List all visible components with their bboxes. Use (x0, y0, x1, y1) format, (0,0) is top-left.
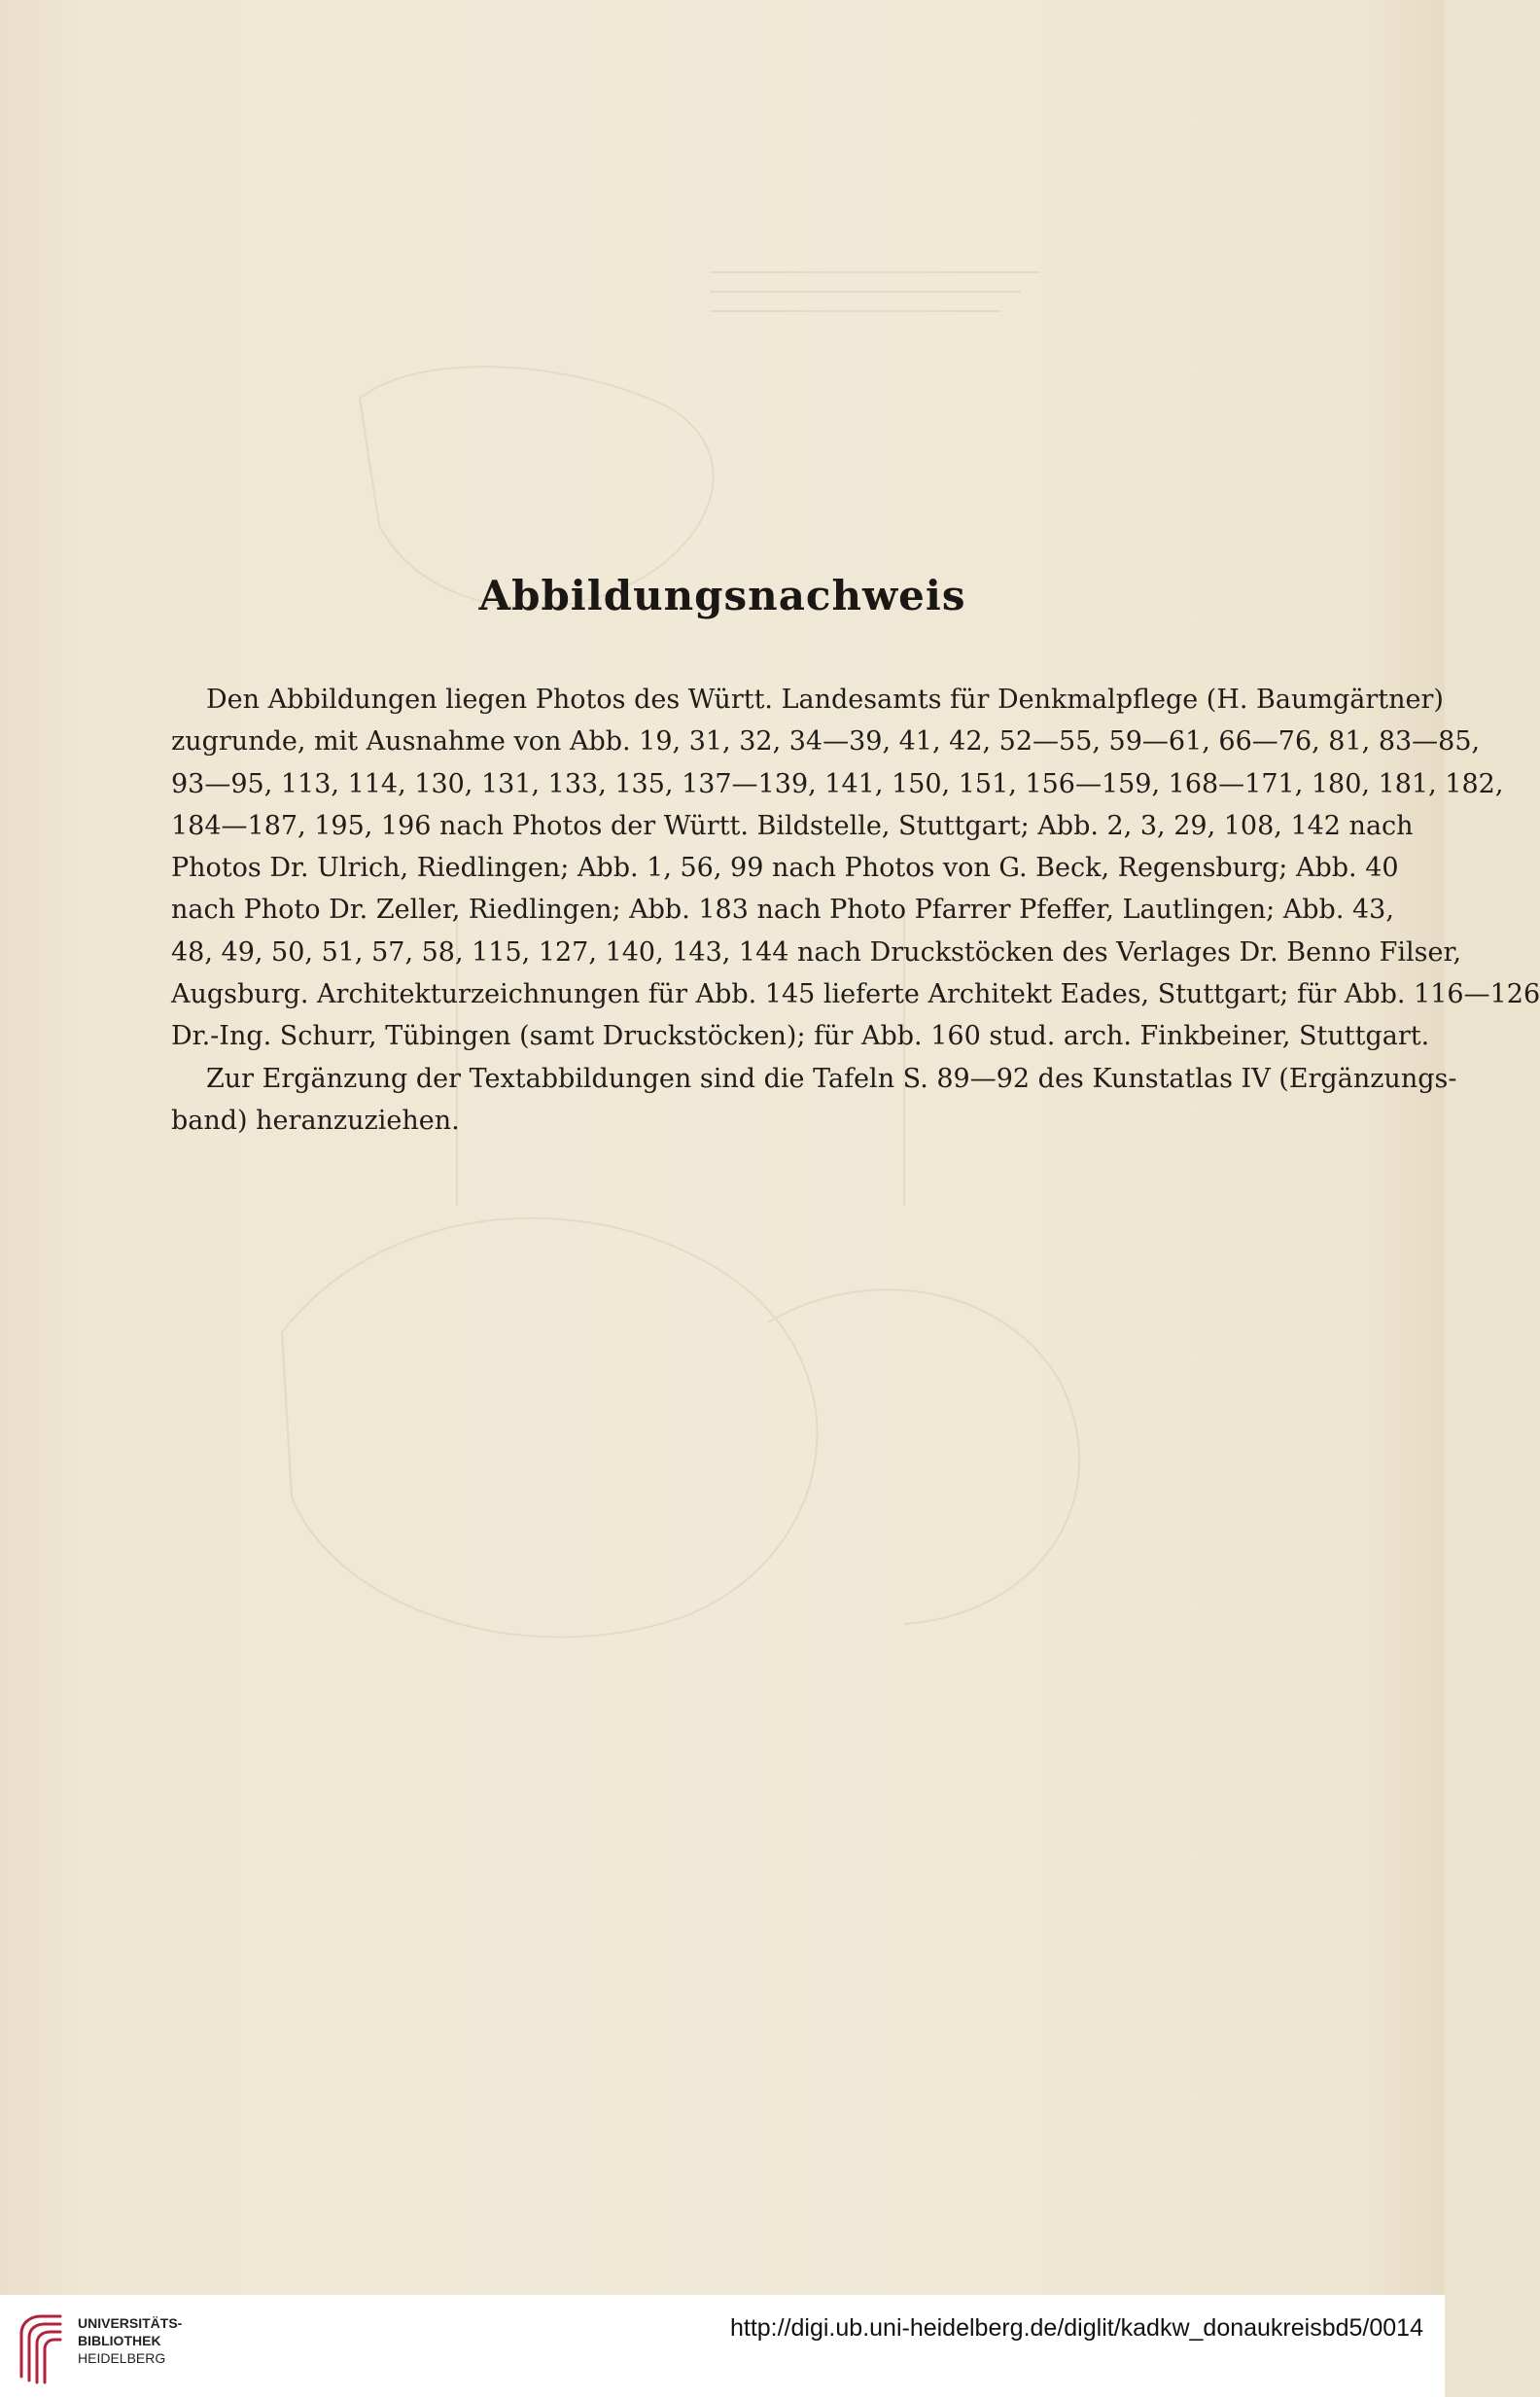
text-line: Photos Dr. Ulrich, Riedlingen; Abb. 1, 56, 99 nach Photos von G. Beck, Regensburg; Abb. 40 (171, 853, 1399, 884)
library-logo[interactable] (14, 2305, 183, 2390)
text-line: zugrunde, mit Ausnahme von Abb. 19, 31, 32, 34—39, 41, 42, 52—55, 59—61, 66—76, 81, 83—85, (171, 726, 1481, 758)
body-text (171, 679, 1540, 1142)
logo-line: HEIDELBERG (78, 2350, 166, 2366)
text-line: band) heranzuziehen. (171, 1105, 460, 1136)
text-line: Augsburg. Architekturzeichnungen für Abb. 145 lieferte Architekt Eades, Stuttgart; für Abb. 116—126 (171, 979, 1540, 1010)
text-line: 184—187, 195, 196 nach Photos der Württ. Bildstelle, Stuttgart; Abb. 2, 3, 29, 108, 142 nach (171, 810, 1414, 841)
text-line: Zur Ergänzung der Textabbildungen sind die Tafeln S. 89—92 des Kunstatlas IV (Ergänzungs- (206, 1063, 1457, 1094)
source-url-link[interactable]: http://digi.ub.uni-heidelberg.de/diglit/kadkw_donaukreisbd5/0014 (729, 2314, 1423, 2342)
text-line: nach Photo Dr. Zeller, Riedlingen; Abb. 183 nach Photo Pfarrer Pfeffer, Lautlingen; Abb. 43, (171, 895, 1394, 926)
footer-bar (0, 2295, 1445, 2397)
text-line: 48, 49, 50, 51, 57, 58, 115, 127, 140, 143, 144 nach Druckstöcken des Verlages Dr. Benno Filser, (171, 936, 1462, 968)
text-line: Den Abbildungen liegen Photos des Württ. Landesamts für Denkmalpflege (H. Baumgärtner) (206, 685, 1444, 715)
logo-line: UNIVERSITÄTS- (78, 2315, 183, 2331)
library-name (78, 2314, 182, 2367)
page-title: Abbildungsnachweis (478, 572, 966, 619)
text-line: 93—95, 113, 114, 130, 131, 133, 135, 137—139, 141, 150, 151, 156—159, 168—171, 180, 181, 182, (171, 768, 1504, 799)
text-line: Dr.-Ing. Schurr, Tübingen (samt Druckstöcken); für Abb. 160 stud. arch. Finkbeiner, Stuttgart. (171, 1021, 1430, 1052)
ub-heidelberg-logo-icon (14, 2309, 68, 2386)
logo-line: BIBLIOTHEK (78, 2333, 161, 2348)
